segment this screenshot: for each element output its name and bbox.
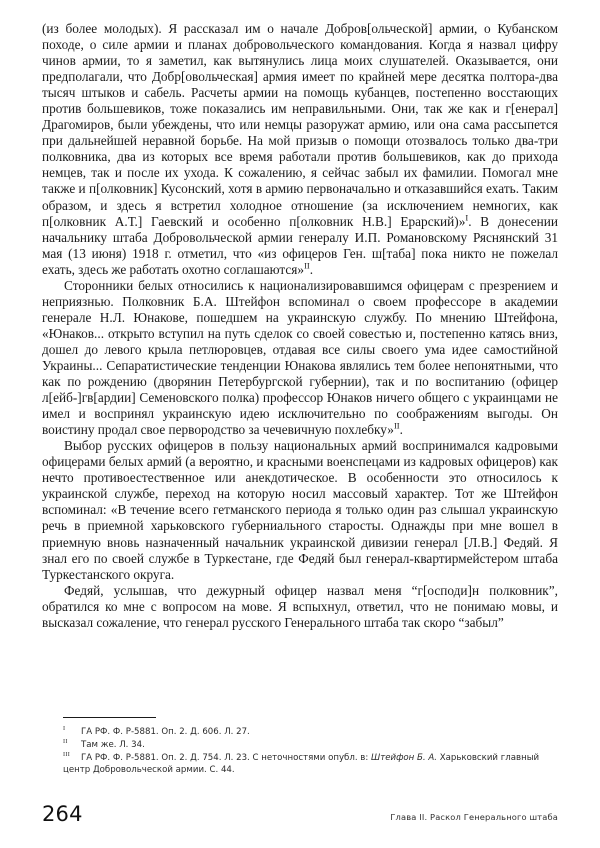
- footnote-item-2: II Там же. Л. 34.: [63, 738, 145, 750]
- footnote-text-3-italic: Штейфон Б. А.: [371, 753, 437, 763]
- paragraph-3: Выбор русских офицеров в пользу национальных армий воспринимался кадровыми офицерами белых армий (а вероятно, и красными военспецами из кадровых офицеров) как нечто противоестественное или анекдотическое. В особенности это относилось к украинской службе, переход на которую носил массовый характер. Тот же Штейфон вспоминал: «В течение всего гетманского периода я только один раз слышал украинскую речь в приемной харьковского губерниального старосты. Однажды при мне вошел в приемную вновь назначенный начальник украинской дивизии генерал [Л.В.] Федяй. Я знал его по своей службе в Туркестане, где Федяй был генерал-квартирмейстером штаба Туркестанского округа.: [42, 438, 558, 582]
- paragraph-4: Федяй, услышав, что дежурный офицер назвал меня “г[осподи]н полковник”, обратился ко мне с вопросом на мове. Я вспыхнул, ответил, что не понимаю мовы, и высказал сожаление, что генерал русского Генерального штаба так скоро “забыл”: [42, 582, 558, 630]
- paragraph-1: [42, 21, 558, 278]
- paragraph-2-text-after-ref: .: [399, 422, 403, 438]
- footnote-text-1: ГА РФ. Ф. Р-5881. Оп. 2. Д. 606. Л. 27.: [81, 727, 250, 737]
- running-footer-title: Глава II. Раскол Генерального штаба: [390, 812, 558, 822]
- paragraph-2-text: Сторонники белых относились к национализировавшимся офицерам с презрением и неприязнью. Полковник Б.А. Штейфон вспоминал о своем профессоре в академии генерале Н.Л. Юнакове, пошедшем на украинскую службу. По мнению Штейфона, «Юнаков... открыто вступил на путь сделок со своей совестью и, постепенно катясь вниз, дошел до левого крыла петлюровцев, отдавая все силы своего ума идее самостийной Украины... Сепаратистические тенденции Юнакова являлись тем более непонятными, что как по рождению (дворянин Петербургской губернии), так и по воспитанию (офицер л[ейб-]гв[ардии] Семеновского полка) профессор Юнаков ничего общего с украинцами не имел и воспринял украинскую идею исключительно по соображениям выгоды. Он воистину продал свое первородство за чечевичную похлебку»: [42, 277, 558, 438]
- paragraph-1-text-after-ref2: .: [309, 261, 314, 277]
- paragraph-2: [42, 278, 558, 438]
- footnote-item-1: I ГА РФ. Ф. Р-5881. Оп. 2. Д. 606. Л. 27.: [63, 725, 250, 737]
- footnote-text-2: Там же. Л. 34.: [81, 740, 145, 750]
- footnote-ref-3[interactable]: II: [393, 420, 400, 431]
- footnote-text-3-before: ГА РФ. Ф. Р-5881. Оп. 2. Д. 754. Л. 23. С неточностями опубл. в:: [81, 753, 371, 763]
- footnotes-block: [63, 726, 560, 777]
- paragraph-1-text-after-ref: . В донесении начальнику штаба Добровольческой армии генералу И.П. Романовскому Ряснянский 31 мая (13 июня) 1918 г. отметил, что «из офицеров Ген. ш[таба] пока никто не пожелал ехать, здесь же работать охотно соглашаются»: [42, 213, 558, 277]
- footnote-ref-2[interactable]: II: [304, 260, 310, 271]
- page-number: 264: [42, 802, 83, 826]
- footnote-separator-rule: [63, 717, 156, 718]
- body-text-block: [42, 21, 558, 631]
- footnote-ref-1[interactable]: I: [465, 212, 469, 223]
- paragraph-1-text: (из более молодых). Я рассказал им о начале Добров[ольческой] армии, о Кубанском походе, о силе армии и планах добровольческого командования. Когда я назвал цифру чинов армии, то я заметил, как вытянулись лица моих слушателей. Оказывается, они предполагали, что Добр[овольческая] армия имеет по крайней мере десятка полтора-два тысяч штыков и сабель. Расчеты армии на помощь кубанцев, постепенно восстающих против большевиков, тоже показались им неправильными. Они, так же как и г[енерал] Драгомиров, были убеждены, что или немцы разоружат армию, или она сама рассыпется при дальнейшей неравной борьбе. На мой призыв о помощи отозвалось только два-три полковника, два из которых все время работали против большевиков, как до прихода немцев, так и после их ухода. К сожалению, я сейчас забыл их фамилии. Помогал мне также и п[олковник] Кусонский, хотя в армию первоначально и отказавшийся ехать. Таким образом, и здесь я встретил холодное отношение (за исключением немногих, как п[олковник А.Т.] Гаевский и особенно п[олковник Н.В.] Ерарский)»: [42, 21, 558, 229]
- footnote-text-3-after: Харьковский главный центр Добровольческой армии. С. 44.: [63, 753, 540, 776]
- footnote-item-3: III ГА РФ. Ф. Р-5881. Оп. 2. Д. 754. Л. 23. С неточностями опубл. в: Штейфон Б. А. Харьковский главный центр Добровольческой армии. С. 44.: [63, 751, 540, 776]
